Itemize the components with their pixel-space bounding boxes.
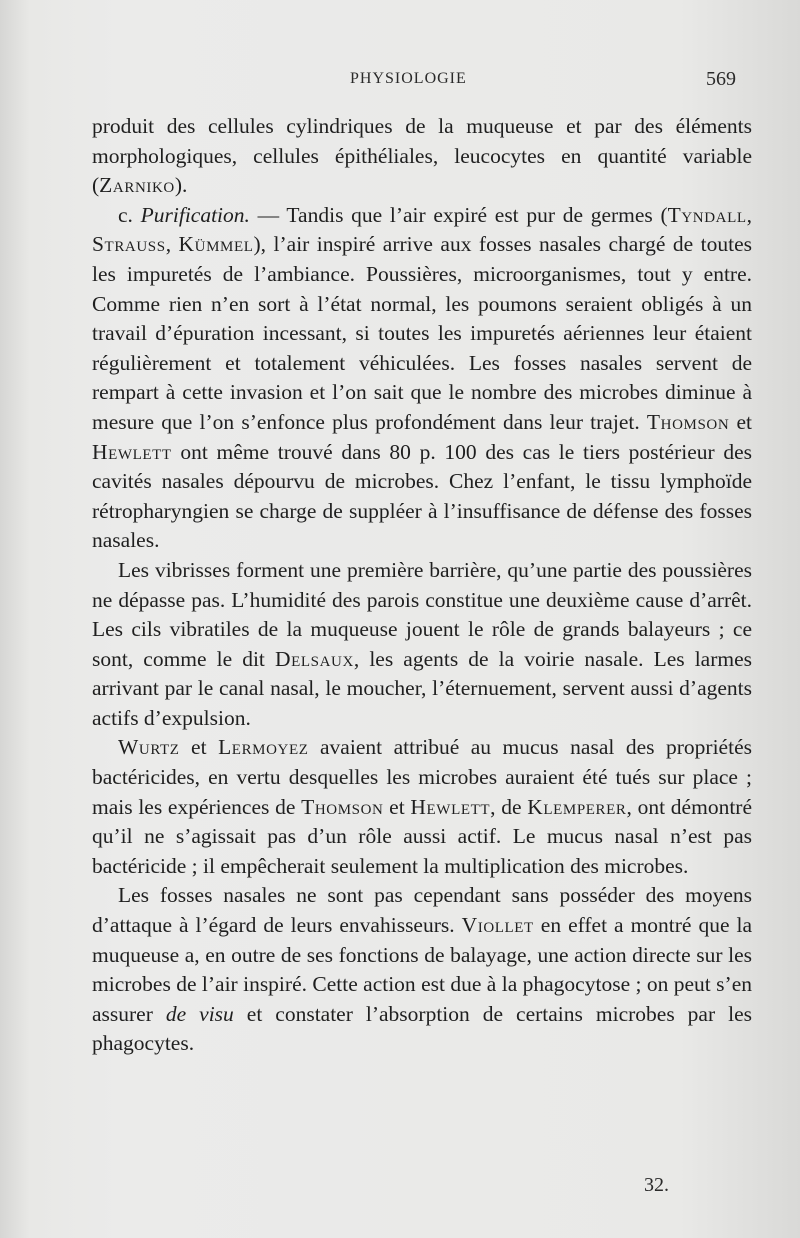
author-name: Klemperer: [527, 794, 627, 819]
text-run: ,: [165, 232, 179, 257]
author-name: Tyndall: [667, 202, 747, 227]
running-title: PHYSIOLOGIE: [350, 70, 467, 87]
author-name: Delsaux: [274, 646, 354, 671]
text-run: produit des cellules cylindriques de la muqueuse et par des éléments morphologiques, cellules épithéliales, leucocytes en quantité variable (: [92, 114, 752, 198]
body-text: [92, 112, 752, 1059]
author-name: Viollet: [461, 913, 534, 938]
paragraph-1: [92, 112, 752, 201]
text-run: ).: [174, 173, 188, 198]
paragraph-3: [92, 556, 752, 734]
author-name: Hewlett: [410, 794, 491, 819]
text-run: en effet a montré que la muqueuse a, en outre de ses fonctions de balayage, une action directe sur les microbes de l’air inspiré. Cette action est due à la phagocytose ; on peut s’en assurer: [92, 913, 752, 1026]
author-name: Thomson: [301, 794, 384, 819]
text-run: et: [729, 409, 752, 434]
text-run: ont même trouvé dans 80 p. 100 des cas le tiers postérieur des cavités nasales dépourvu de microbes. Chez l’enfant, le tissu lymphoïde rétropharyngien se charge de suppléer à l’insuffisance de défense des fosses nasales.: [92, 439, 752, 553]
text-run: Les fosses nasales ne sont pas cependant sans posséder des moyens d’attaque à l’égard de leurs envahisseurs.: [92, 883, 752, 938]
author-name: Hewlett: [92, 439, 172, 464]
paragraph-4: [92, 733, 752, 881]
author-name: Thomson: [646, 409, 730, 434]
running-head: [92, 70, 736, 94]
text-run: et constater l’absorption de certains microbes par les phagocytes.: [92, 1001, 752, 1056]
text-run: et: [179, 735, 219, 760]
text-run: ), l’air inspiré arrive aux fosses nasales chargé de toutes les impuretés de l’ambiance. Poussières, microorganismes, tout y entre. Comme rien n’en sort à l’état normal, les poumons seraient obligés à un travail d’épuration incessant, si toutes les impuretés aériennes leur étaient régulièrement et totalement véhiculées. Les fosses nasales servent de rempart à cette invasion et l’on sait que le nombre des microbes diminue à mesure que l’on s’enfonce plus profondément dans leur trajet.: [92, 232, 753, 434]
author-name: Zarniko: [99, 173, 175, 198]
text-run: et: [383, 794, 411, 819]
text-run: avaient attribué au mucus nasal des propriétés bactéricides, en vertu desquelles les microbes auraient été tués sur place ; mais les expériences de: [92, 735, 752, 819]
text-run: c.: [118, 202, 141, 227]
text-run: — Tandis que l’air expiré est pur de germes (: [249, 202, 668, 227]
text-run: , les agents de la voirie nasale. Les larmes arrivant par le canal nasal, le moucher, l’éternuement, servent aussi d’agents actifs d’expulsion.: [92, 646, 752, 730]
author-name: Strauss: [92, 232, 166, 257]
author-name: Kümmel: [178, 232, 254, 257]
signature-mark: 32.: [644, 1174, 669, 1196]
text-run: , de: [490, 794, 528, 819]
text-run: ,: [746, 202, 753, 227]
italic-text: de visu: [165, 1001, 234, 1026]
paragraph-2: [92, 201, 752, 556]
text-run: Les vibrisses forment une première barrière, qu’une partie des poussières ne dépasse pas. L’humidité des parois constitue une deuxième cause d’arrêt. Les cils vibratiles de la muqueuse jouent le rôle de grands balayeurs ; ce sont, comme le dit: [92, 557, 752, 671]
text-run: , ont démontré qu’il ne s’agissait pas d’un rôle aussi actif. Le mucus nasal n’est pas bactéricide ; il empêcherait seulement la multiplication des microbes.: [92, 794, 752, 878]
italic-text: Purification.: [140, 202, 250, 227]
author-name: Lermoyez: [218, 735, 309, 760]
author-name: Wurtz: [118, 735, 180, 760]
paragraph-5: [92, 881, 752, 1059]
page-number: 569: [706, 68, 736, 90]
